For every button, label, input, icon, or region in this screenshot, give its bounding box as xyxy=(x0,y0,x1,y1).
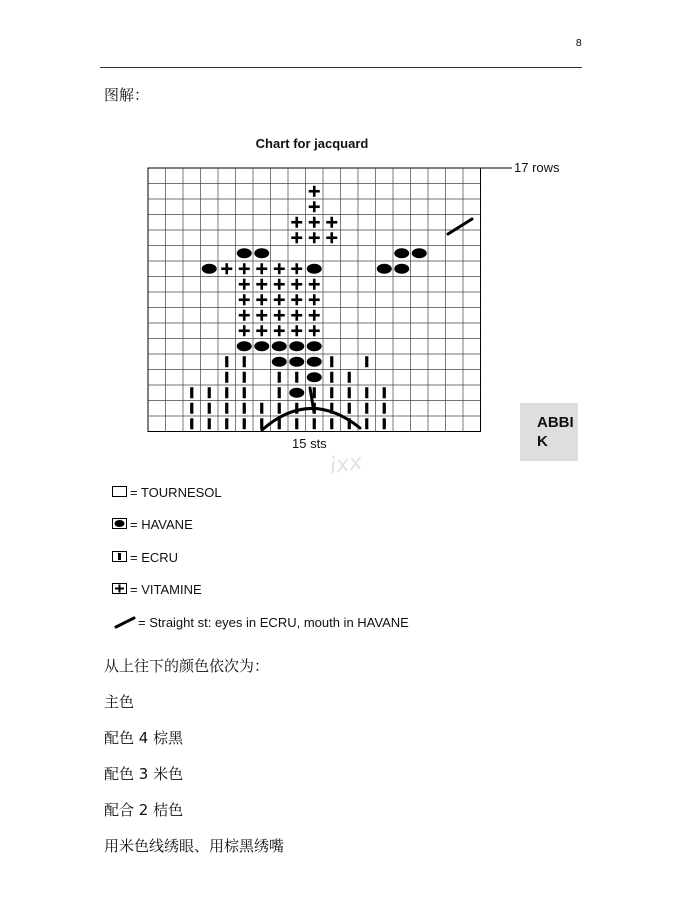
vitamine-stitch xyxy=(295,294,298,305)
side-tab-label: ABBIK xyxy=(537,414,574,450)
vitamine-stitch xyxy=(225,263,228,274)
vitamine-stitch xyxy=(260,310,263,321)
vitamine-stitch xyxy=(243,279,246,290)
vitamine-stitch xyxy=(243,263,246,274)
side-tab xyxy=(520,403,578,461)
ecru-stitch xyxy=(225,403,228,414)
vitamine-stitch xyxy=(313,217,316,228)
vitamine-stitch xyxy=(260,279,263,290)
ecru-stitch xyxy=(365,356,368,367)
stitches-label: 15 sts xyxy=(292,436,327,451)
havane-stitch xyxy=(289,341,304,351)
vitamine-stitch xyxy=(243,294,246,305)
vitamine-stitch xyxy=(313,310,316,321)
vitamine-stitch xyxy=(295,279,298,290)
vitamine-stitch xyxy=(260,263,263,274)
ecru-stitch xyxy=(330,356,333,367)
havane-stitch xyxy=(272,341,287,351)
ecru-stitch xyxy=(243,387,246,398)
havane-stitch xyxy=(307,264,322,274)
legend-item-vitamine xyxy=(112,580,202,598)
plus-icon xyxy=(112,583,128,595)
ecru-stitch xyxy=(243,356,246,367)
ecru-stitch xyxy=(190,403,193,414)
havane-stitch xyxy=(307,357,322,367)
legend-item-straight-stitch xyxy=(114,613,409,631)
page-number: 8 xyxy=(575,38,582,49)
ecru-stitch xyxy=(208,387,211,398)
note-line: 从上往下的颜色依次为： xyxy=(104,657,270,675)
vitamine-stitch xyxy=(260,325,263,336)
ecru-stitch xyxy=(243,403,246,414)
havane-stitch xyxy=(289,357,304,367)
ecru-stitch xyxy=(225,418,228,429)
note-line: 用米色线绣眼、用棕黑绣嘴 xyxy=(104,837,285,855)
ecru-stitch xyxy=(383,403,386,414)
ecru-stitch xyxy=(383,387,386,398)
ecru-stitch xyxy=(365,418,368,429)
ecru-stitch xyxy=(225,356,228,367)
vitamine-stitch xyxy=(313,279,316,290)
ecru-stitch xyxy=(278,387,281,398)
ecru-stitch xyxy=(348,403,351,414)
havane-stitch xyxy=(394,264,409,274)
chart-title: Chart for jacquard xyxy=(255,136,369,151)
ecru-stitch xyxy=(348,387,351,398)
ecru-stitch xyxy=(208,403,211,414)
note-line: 配色 3 米色 xyxy=(104,765,184,783)
note-line: 配合 2 桔色 xyxy=(104,801,184,819)
ecru-stitch xyxy=(225,372,228,383)
vitamine-stitch xyxy=(278,325,281,336)
havane-stitch xyxy=(202,264,217,274)
vitamine-stitch xyxy=(278,310,281,321)
havane-stitch xyxy=(237,341,252,351)
havane-stitch xyxy=(394,248,409,258)
ecru-stitch xyxy=(190,418,193,429)
straight-stitch-icon xyxy=(114,614,136,630)
bar-icon xyxy=(112,551,128,563)
vitamine-stitch xyxy=(278,279,281,290)
vitamine-stitch xyxy=(260,294,263,305)
legend-item-tournesol xyxy=(112,483,222,501)
vitamine-stitch xyxy=(243,310,246,321)
vitamine-stitch xyxy=(243,325,246,336)
vitamine-stitch xyxy=(313,325,316,336)
ecru-stitch xyxy=(365,403,368,414)
vitamine-stitch xyxy=(330,232,333,243)
ecru-stitch xyxy=(225,387,228,398)
ecru-stitch xyxy=(348,372,351,383)
vitamine-stitch xyxy=(313,232,316,243)
vitamine-stitch xyxy=(295,232,298,243)
oval-icon xyxy=(112,518,128,530)
legend-item-havane xyxy=(112,515,193,533)
note-line: 配色 4 棕黑 xyxy=(104,729,184,747)
rows-label: 17 rows xyxy=(514,160,560,175)
havane-stitch xyxy=(254,248,269,258)
vitamine-stitch xyxy=(295,263,298,274)
ecru-stitch xyxy=(365,387,368,398)
legend-item-ecru xyxy=(112,548,178,566)
note-line: 主色 xyxy=(104,693,135,711)
ecru-stitch xyxy=(243,372,246,383)
legend-label: = VITAMINE xyxy=(130,581,202,597)
vitamine-stitch xyxy=(295,217,298,228)
ecru-stitch xyxy=(295,372,298,383)
havane-stitch xyxy=(237,248,252,258)
legend-label: = TOURNESOL xyxy=(130,484,222,500)
ecru-stitch xyxy=(190,387,193,398)
vitamine-stitch xyxy=(313,186,316,197)
ecru-stitch xyxy=(295,418,298,429)
ecru-stitch xyxy=(313,418,316,429)
section-label: 图解： xyxy=(104,86,150,104)
vitamine-stitch xyxy=(330,217,333,228)
ecru-stitch xyxy=(313,387,316,398)
havane-stitch xyxy=(254,341,269,351)
ecru-stitch xyxy=(330,387,333,398)
ecru-stitch xyxy=(330,418,333,429)
vitamine-stitch xyxy=(278,263,281,274)
vitamine-stitch xyxy=(295,310,298,321)
ecru-stitch xyxy=(208,418,211,429)
legend-label: = Straight st: eyes in ECRU, mouth in HAVANE xyxy=(138,614,409,630)
havane-stitch xyxy=(307,372,322,382)
legend-label: = ECRU xyxy=(130,549,179,565)
ecru-stitch xyxy=(260,403,263,414)
vitamine-stitch xyxy=(313,201,316,212)
havane-stitch xyxy=(412,248,427,258)
vitamine-stitch xyxy=(295,325,298,336)
havane-stitch xyxy=(289,388,304,398)
ecru-stitch xyxy=(243,418,246,429)
havane-stitch xyxy=(307,341,322,351)
vitamine-stitch xyxy=(278,294,281,305)
ecru-stitch xyxy=(330,372,333,383)
legend-label: = HAVANE xyxy=(130,516,193,532)
empty-square-icon xyxy=(112,486,128,498)
ecru-stitch xyxy=(383,418,386,429)
ecru-stitch xyxy=(278,372,281,383)
havane-stitch xyxy=(272,357,287,367)
ecru-stitch xyxy=(278,403,281,414)
watermark: ixx xyxy=(328,449,364,480)
havane-stitch xyxy=(377,264,392,274)
vitamine-stitch xyxy=(313,294,316,305)
